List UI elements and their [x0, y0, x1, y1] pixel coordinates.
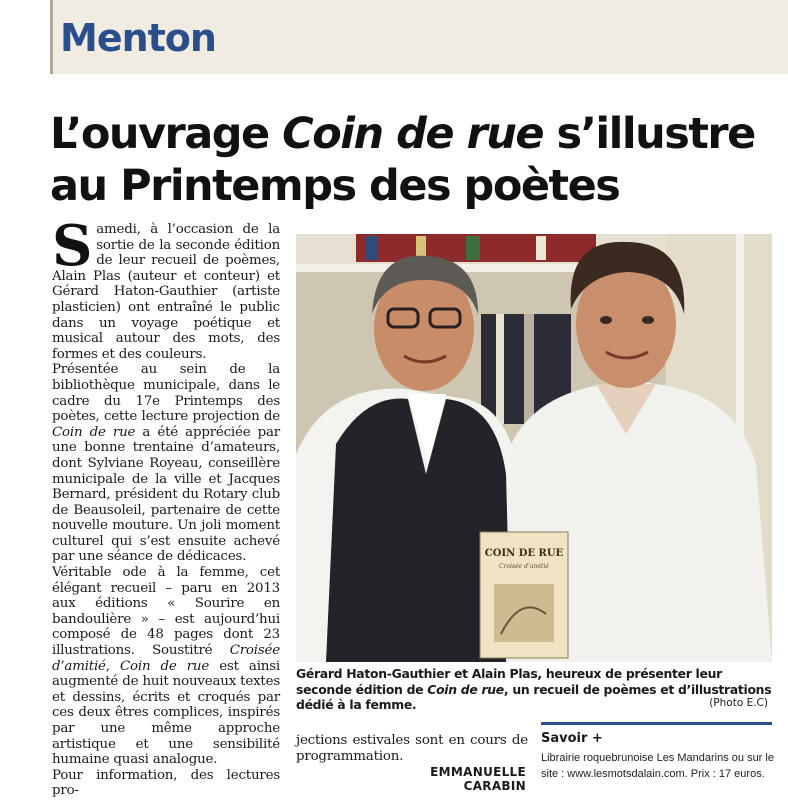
right-man-eye: [600, 316, 612, 324]
photo-illustration: [296, 234, 772, 662]
headline-part: L’ouvrage: [50, 109, 283, 159]
headline-part: s’illustre: [543, 109, 755, 159]
caption-book-title: Coin de rue: [427, 681, 504, 697]
right-man-eye: [642, 316, 654, 324]
article-column-2: [296, 733, 528, 764]
caption-text-end: , un recueil de poèmes et d’illustrations dédié à la femme.: [296, 681, 772, 712]
savoir-text: Librairie roquebrunoise Les Mandarins ou sur le site : www.lesmotsdalain.com. Prix : 17 euros.: [541, 752, 774, 780]
book-spine: [366, 236, 378, 260]
paragraph-4: Pour information, des lectures pro-: [52, 767, 280, 799]
paragraph-1: [52, 213, 280, 362]
author-byline: EMMANUELLE CARABIN: [430, 765, 526, 793]
section-title: Menton: [60, 16, 216, 60]
paragraph-3-text-end: est ainsi augmenté de huit nouveaux textes et dessins, écrits et croqués par ces deux êtres complices, inspirés par une même approche artistique et une sensibilité humaine quasi analogue.: [52, 658, 280, 768]
book-spine: [536, 236, 546, 260]
headline-line2: au Printemps des poètes: [50, 161, 620, 211]
article-photo: [296, 234, 772, 662]
paragraph-3-text: Véritable ode à la femme, cet élégant recueil – paru en 2013 aux éditions « Sourire en bandoulière » – est aujourd’hui composé de 48 pages dont 23 illustrations. Soustitré: [52, 565, 280, 659]
book-title-inline: Coin de rue: [52, 424, 136, 440]
paragraph-5: jections estivales sont en cours de programmation.: [296, 733, 528, 764]
book-spine: [466, 236, 480, 260]
book-spine: [496, 314, 504, 424]
paragraph-2-text-end: a été appréciée par une bonne trentaine d’amateurs, dont Sylviane Royeau, conseillère municipale de la ville et Jacques Bernard, président du Rotary club de Beausoleil, partenaire de cette nouvelle mouture. Un joli moment culturel qui s’est ensuite achevé par une séance de dédicaces.: [52, 424, 280, 565]
paragraph-1-text: amedi, à l’occasion de la sortie de la seconde édition de leur recueil de poèmes, Alain Plas (auteur et conteur) et Gérard Haton-Gauthier (artiste plasticien) ont entraîné le public dans un voyage poétique et musical autour des mots, des formes et des couleurs.: [52, 222, 280, 362]
book-title: COIN DE RUE: [484, 548, 564, 559]
article-column-1: [52, 213, 280, 799]
book-title-inline: Coin de rue: [119, 658, 210, 674]
savoir-rule: [541, 722, 772, 725]
section-band-edge: [50, 0, 53, 74]
paragraph-3-sep: ,: [105, 658, 120, 674]
caption-text: Gérard Haton-Gauthier et Alain Plas, heureux de présenter leur seconde édition de: [296, 666, 722, 697]
paragraph-2: [52, 362, 280, 565]
subtitle-inline: Croisée d’amitié: [52, 643, 280, 674]
photo-credit: (Photo E.C): [709, 697, 768, 709]
headline: [50, 108, 780, 212]
book-spine: [524, 314, 534, 424]
photo-caption: [296, 666, 772, 713]
paragraph-2-text: Présentée au sein de la bibliothèque municipale, dans le cadre du 17e Printemps des poètes, cette lecture projection de: [52, 362, 280, 425]
paragraph-3: [52, 565, 280, 768]
headline-book-title: Coin de rue: [282, 109, 543, 159]
savoir-title: Savoir +: [541, 731, 603, 746]
drop-cap: S: [52, 213, 93, 279]
book-subtitle: Croisée d’amitié: [499, 563, 549, 570]
